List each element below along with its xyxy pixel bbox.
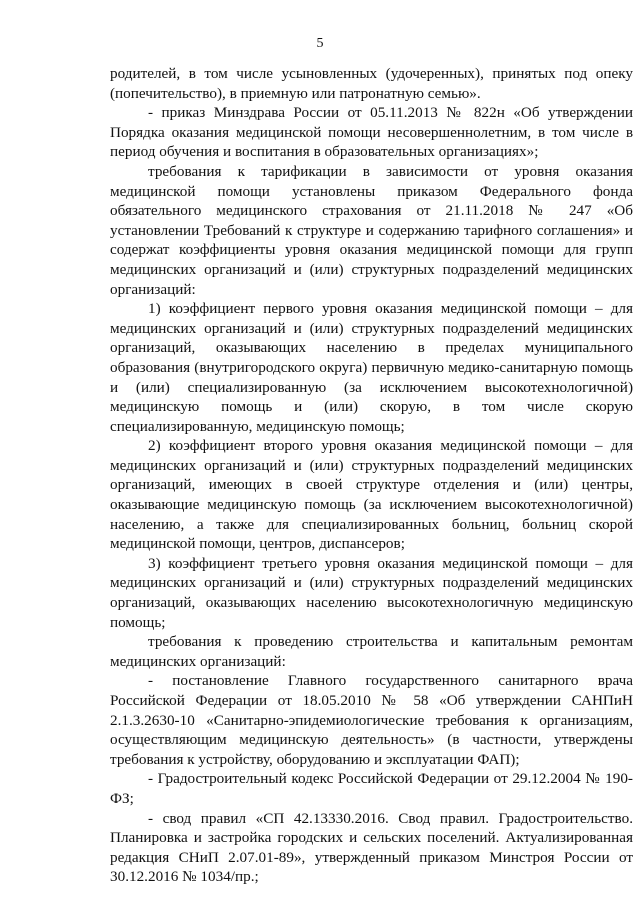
document-body	[110, 64, 633, 887]
paragraph-sp-42: - свод правил «СП 42.13330.2016. Свод правил. Градостроительство. Планировка и застройка городских и сельских поселений. Актуализированная редакция СНиП 2.07.01-89», утвержденный приказом Минстроя России от 30.12.2016 № 1034/пр.;	[110, 809, 633, 886]
paragraph-level-3: 3) коэффициент третьего уровня оказания медицинской помощи – для медицинских организаций и (или) структурных подразделений медицинских организаций, оказывающих населению высокотехнологичную медицинскую помощь;	[110, 554, 633, 631]
paragraph-continuation: родителей, в том числе усыновленных (удочеренных), принятых под опеку (попечительство), в приемную или патронатную семью».	[110, 65, 633, 102]
paragraph-level-1: 1) коэффициент первого уровня оказания медицинской помощи – для медицинских организаций и (или) структурных подразделений медицинских организаций, оказывающих населению в пределах муниципального образования (внутригородского округа) первичную медико-санитарную помощь и (или) специализированную (за исключением высокотехнологичной) медицинскую помощь и (или) скорую, в том числе скорую специализированную, медицинскую помощь;	[110, 300, 633, 435]
paragraph-order-822n: - приказ Минздрава России от 05.11.2013 № 822н «Об утверждении Порядка оказания медицинской помощи несовершеннолетним, в том числе в период обучения и воспитания в образовательных организациях»;	[110, 104, 633, 161]
paragraph-construction-requirements: требования к проведению строительства и капитальным ремонтам медицинских организаций:	[110, 633, 633, 670]
paragraph-sanpin: - постановление Главного государственного санитарного врача Российской Федерации от 18.05.2010 № 58 «Об утверждении САНПиН 2.1.3.2630-10 «Санитарно-эпидемиологические требования к организациям, осуществляющим медицинскую деятельность» (в частности, утверждены требования к устройству, оборудованию и эксплуатации ФАП);	[110, 672, 633, 768]
paragraph-town-planning-code: - Градостроительный кодекс Российской Федерации от 29.12.2004 № 190-ФЗ;	[110, 770, 633, 807]
page-number: 5	[316, 36, 324, 51]
paragraph-level-2: 2) коэффициент второго уровня оказания медицинской помощи – для медицинских организаций и (или) структурных подразделений медицинских организаций, имеющих в своей структуре отделения и (или) центры, оказывающие медицинскую помощь (за исключением высокотехнологичной) населению, а также для специализированных больниц, больниц скорой медицинской помощи, центров, диспансеров;	[110, 437, 633, 553]
paragraph-tariff-requirements: требования к тарификации в зависимости от уровня оказания медицинской помощи установлены приказом Федерального фонда обязательного медицинского страхования от 21.11.2018 № 247 «Об установлении Требований к структуре и содержанию тарифного соглашения» и содержат коэффициенты уровня оказания медицинской помощи для групп медицинских организаций и (или) структурных подразделений медицинских организаций:	[110, 162, 633, 298]
